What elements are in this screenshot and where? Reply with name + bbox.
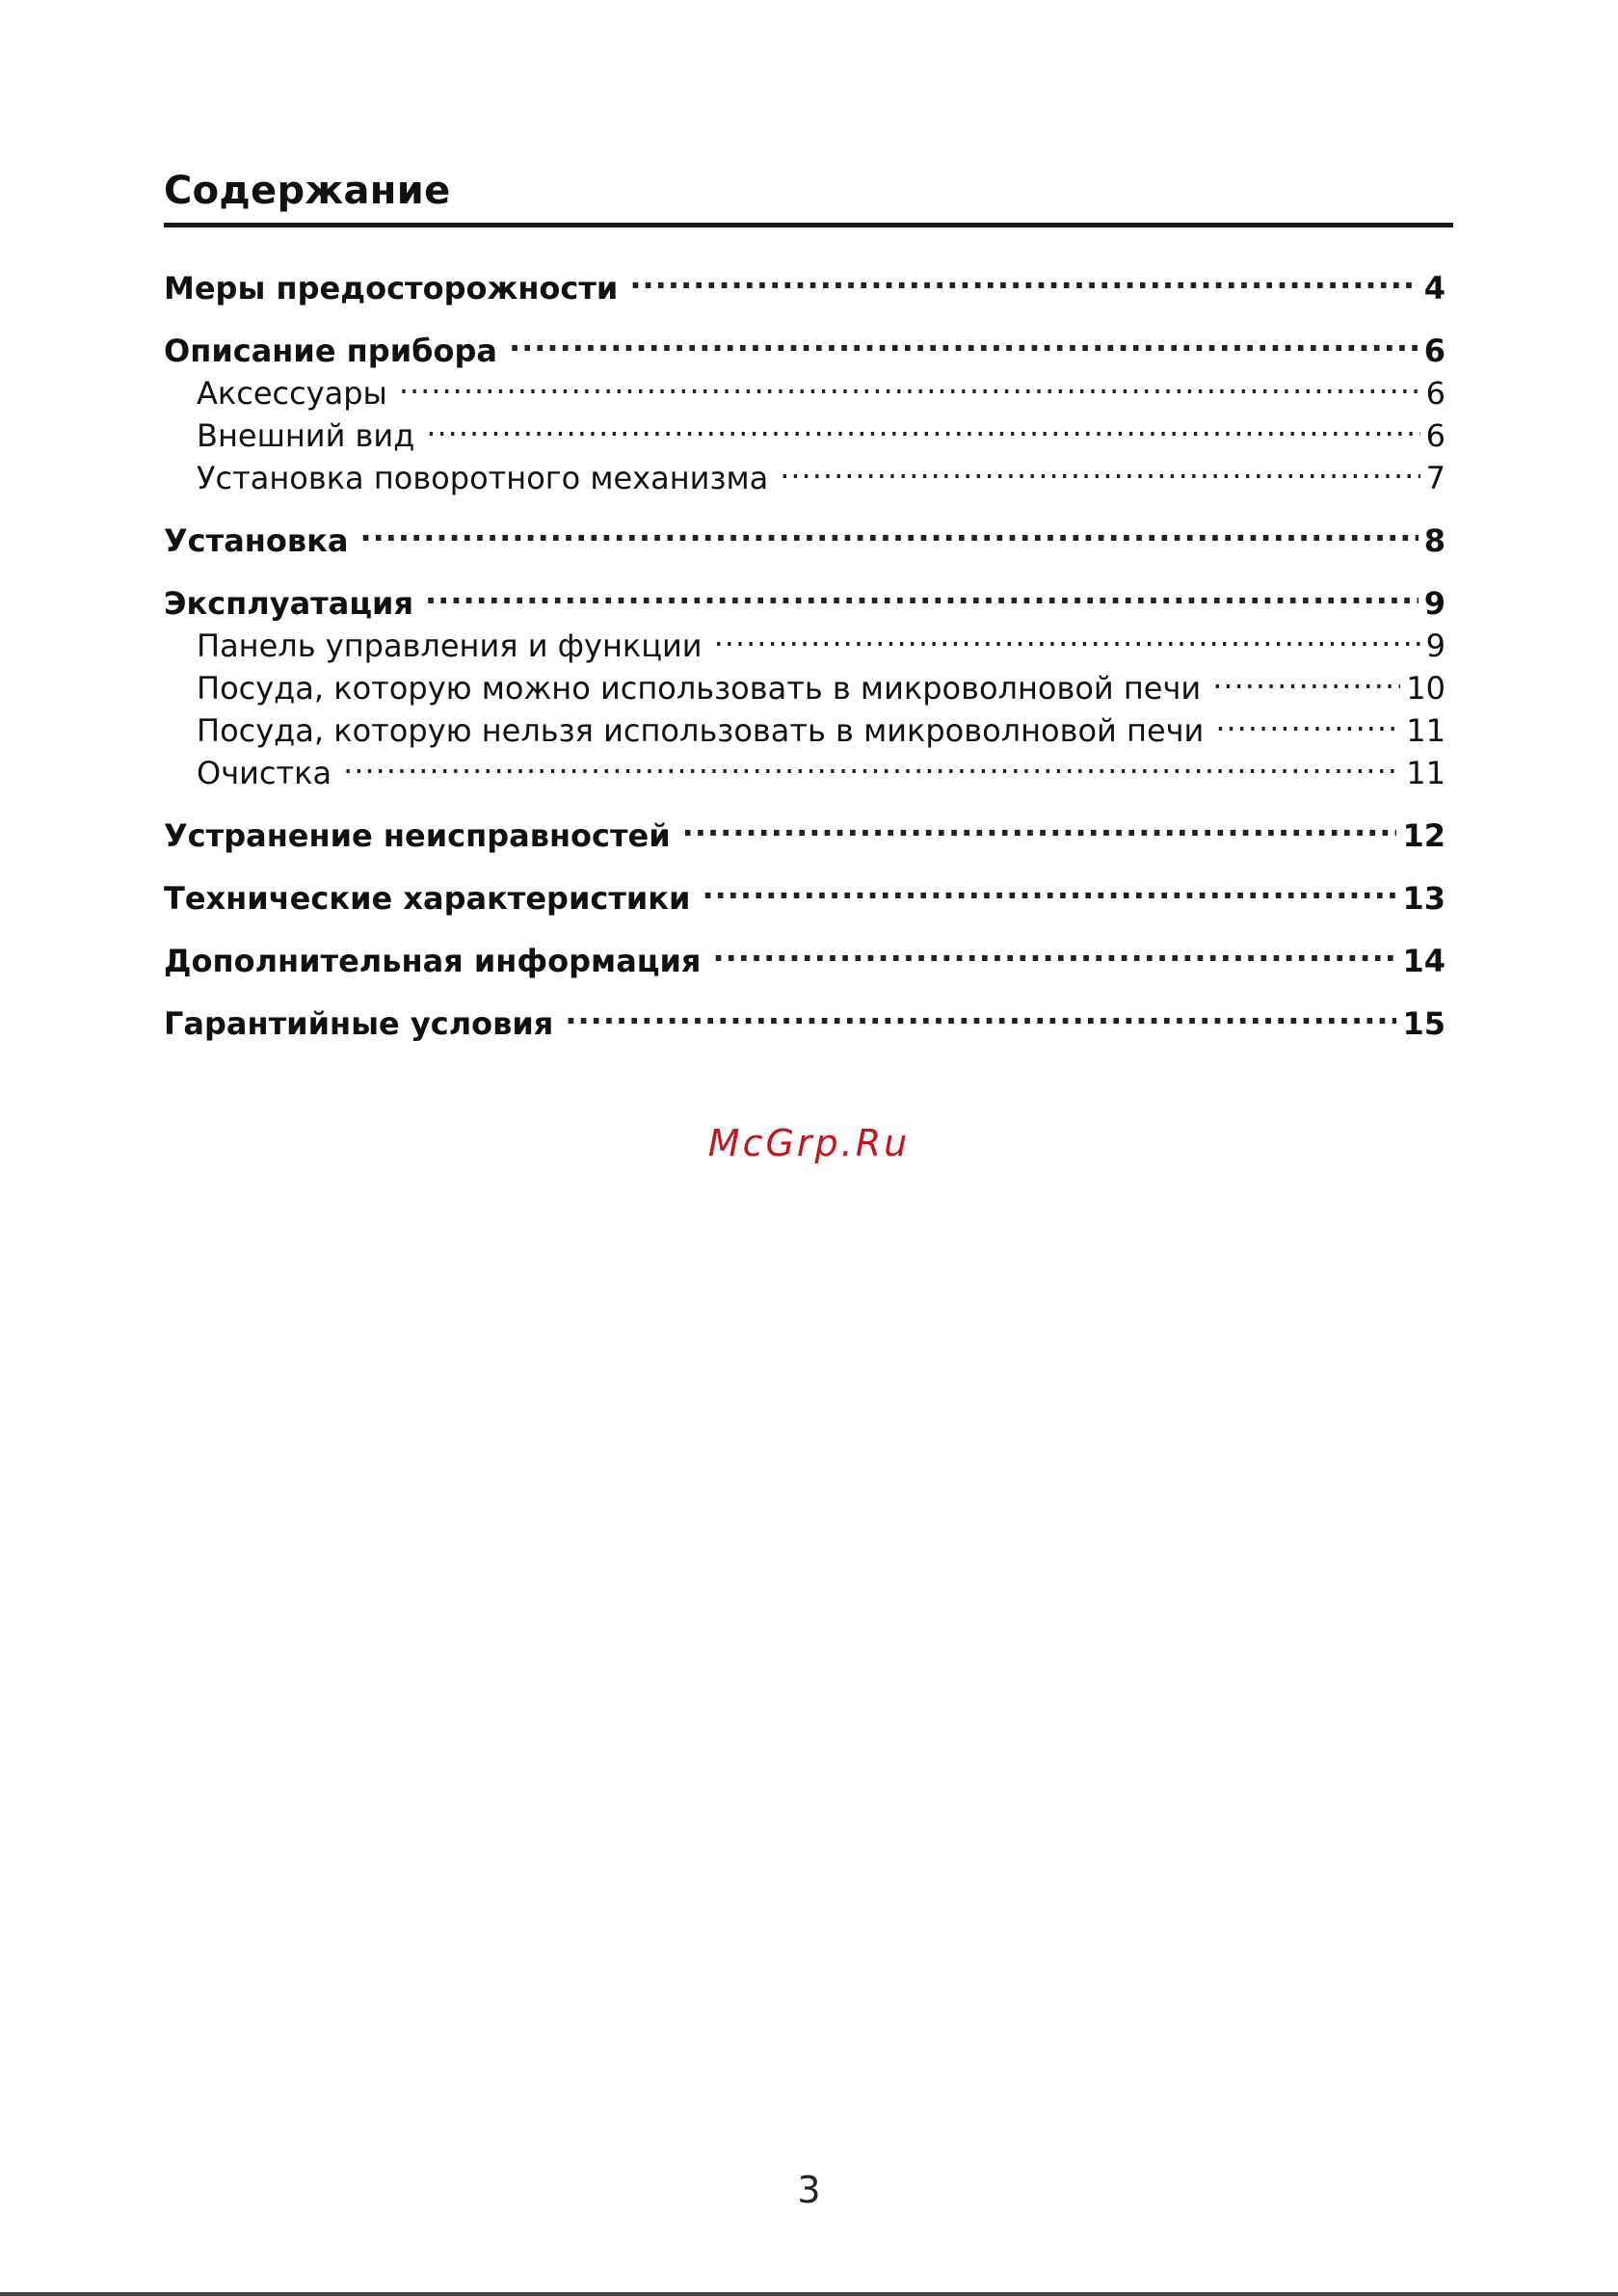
dot-leader bbox=[565, 992, 1396, 1034]
dot-leader bbox=[1215, 699, 1400, 741]
toc-entry-title: Панель управления и функции bbox=[197, 627, 703, 664]
dot-leader bbox=[509, 319, 1419, 361]
toc-entry-page: 12 bbox=[1402, 817, 1446, 854]
toc-entry-page: 11 bbox=[1406, 712, 1446, 749]
toc-section-entry[interactable] bbox=[164, 572, 1446, 622]
toc-entry-title: Аксессуары bbox=[197, 375, 387, 412]
toc-section bbox=[164, 929, 1446, 979]
toc-entry-title: Посуда, которую нельзя использовать в микроволновой печи bbox=[197, 712, 1205, 749]
toc-section bbox=[164, 867, 1446, 917]
toc-section bbox=[164, 572, 1446, 791]
toc-entry-title: Эксплуатация bbox=[164, 585, 413, 622]
toc-section bbox=[164, 509, 1446, 559]
watermark-text: McGrp.Ru bbox=[707, 1122, 911, 1164]
toc-section-entry[interactable] bbox=[164, 319, 1446, 369]
toc-entry-page: 7 bbox=[1425, 460, 1446, 496]
toc-section bbox=[164, 804, 1446, 854]
toc-entry-title: Установка поворотного механизма bbox=[197, 460, 769, 496]
dot-leader bbox=[712, 929, 1396, 972]
toc-entry-page: 8 bbox=[1423, 522, 1446, 559]
toc-section-entry[interactable] bbox=[164, 867, 1446, 917]
toc-entry-page: 9 bbox=[1423, 585, 1446, 622]
toc-entry-page: 9 bbox=[1425, 627, 1446, 664]
toc-entry-page: 13 bbox=[1402, 880, 1446, 917]
toc-section-entry[interactable] bbox=[164, 992, 1446, 1042]
bottom-edge-line bbox=[0, 2292, 1618, 2296]
toc-section bbox=[164, 992, 1446, 1042]
toc-entry-title: Описание прибора bbox=[164, 333, 497, 369]
dot-leader bbox=[702, 867, 1396, 909]
toc-section bbox=[164, 256, 1446, 307]
toc-entry-title: Гарантийные условия bbox=[164, 1005, 554, 1042]
table-of-contents bbox=[164, 256, 1446, 1055]
toc-section-entry[interactable] bbox=[164, 929, 1446, 979]
toc-section-entry[interactable] bbox=[164, 256, 1446, 307]
dot-leader bbox=[682, 804, 1397, 846]
toc-entry-title: Технические характеристики bbox=[164, 880, 691, 917]
dot-leader bbox=[426, 404, 1419, 446]
dot-leader bbox=[1212, 656, 1400, 699]
dot-leader bbox=[714, 614, 1420, 656]
dot-leader bbox=[425, 572, 1419, 614]
toc-entry-page: 11 bbox=[1406, 755, 1446, 791]
toc-entry-page: 6 bbox=[1425, 417, 1446, 454]
toc-entry-title: Очистка bbox=[197, 755, 332, 791]
toc-entry-page: 6 bbox=[1425, 375, 1446, 412]
dot-leader bbox=[399, 361, 1420, 404]
toc-entry-title: Устранение неисправностей bbox=[164, 817, 671, 854]
toc-entry-title: Дополнительная информация bbox=[164, 943, 702, 979]
toc-entry-title: Установка bbox=[164, 522, 349, 559]
heading-underline bbox=[164, 223, 1453, 227]
toc-section-entry[interactable] bbox=[164, 804, 1446, 854]
toc-entry-title: Внешний вид bbox=[197, 417, 415, 454]
dot-leader bbox=[629, 256, 1418, 299]
toc-entry-page: 15 bbox=[1402, 1005, 1446, 1042]
toc-heading: Содержание bbox=[164, 169, 451, 213]
toc-subsection-entry[interactable] bbox=[164, 741, 1446, 791]
toc-entry-page: 10 bbox=[1406, 670, 1446, 707]
dot-leader bbox=[343, 741, 1400, 784]
toc-section-entry[interactable] bbox=[164, 509, 1446, 559]
toc-entry-page: 4 bbox=[1423, 270, 1446, 307]
toc-entry-page: 14 bbox=[1402, 943, 1446, 979]
toc-entry-title: Меры предосторожности bbox=[164, 270, 619, 307]
dot-leader bbox=[780, 446, 1419, 489]
dot-leader bbox=[359, 509, 1418, 551]
page-number: 3 bbox=[797, 2169, 821, 2211]
toc-section bbox=[164, 319, 1446, 496]
toc-entry-page: 6 bbox=[1423, 333, 1446, 369]
toc-entry-title: Посуда, которую можно использовать в микроволновой печи bbox=[197, 670, 1202, 707]
